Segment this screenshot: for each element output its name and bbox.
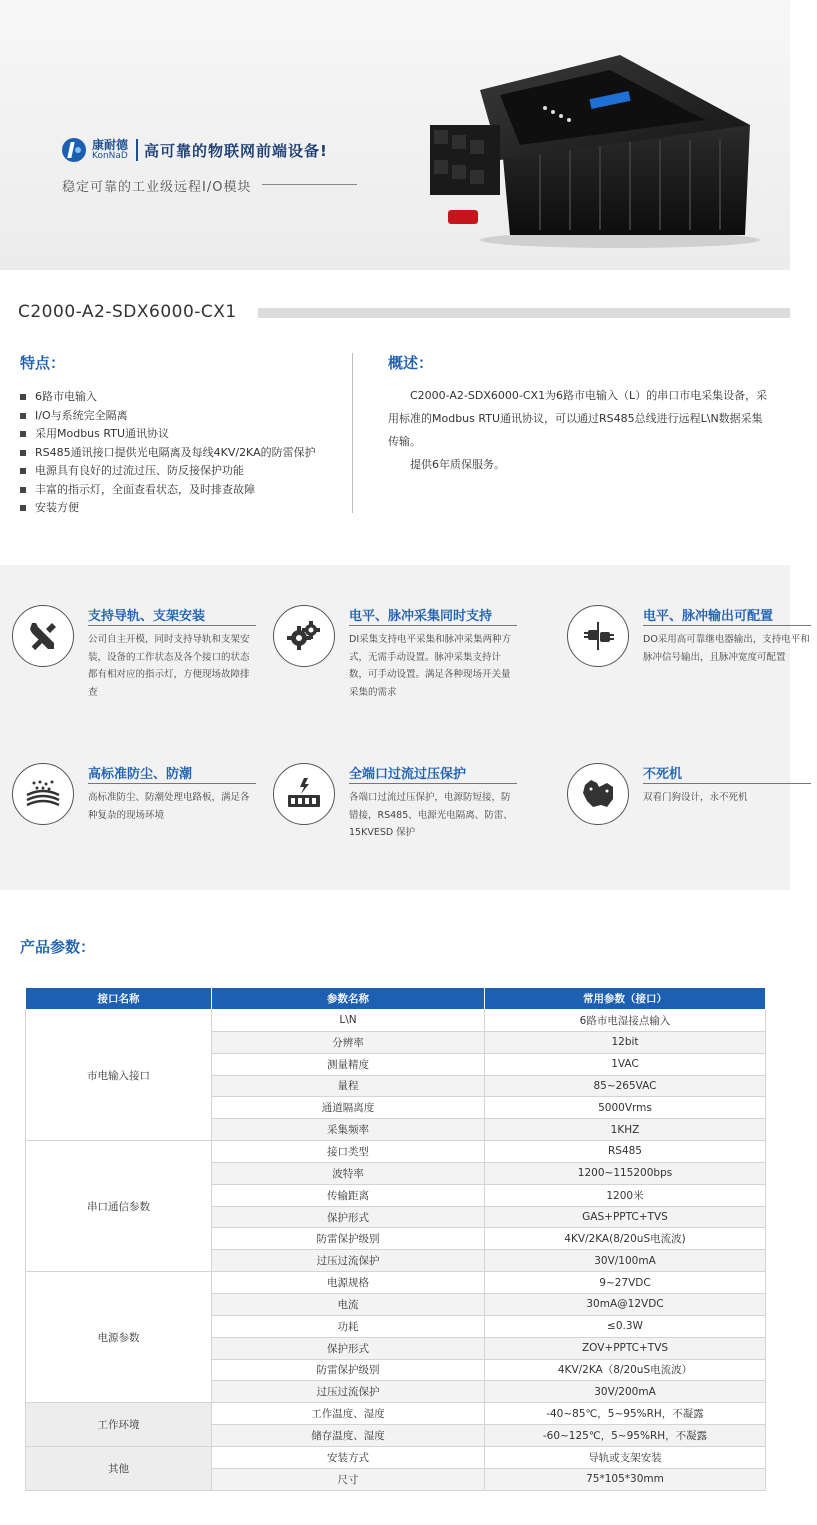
card-title: 不死机	[643, 767, 683, 782]
feature-item: 采用Modbus RTU通讯协议	[20, 425, 316, 444]
param-name-cell: 防雷保护级别	[212, 1228, 485, 1250]
features-title: 特点：	[20, 354, 66, 372]
logo-en: KonNaD	[92, 150, 128, 161]
param-value-cell: 6路市电湿接点输入	[485, 1010, 766, 1032]
param-name-cell: 电流	[212, 1293, 485, 1315]
card-title: 电平、脉冲输出可配置	[643, 609, 774, 624]
param-value-cell: 1200米	[485, 1184, 766, 1206]
model-bar	[258, 308, 790, 318]
slogan: 高可靠的物联网前端设备!	[144, 141, 328, 160]
card-line	[643, 625, 811, 626]
param-value-cell: RS485	[485, 1141, 766, 1163]
feature-item: RS485通讯接口提供光电隔离及每线4KV/2KA的防雷保护	[20, 444, 316, 463]
param-name-cell: 防雷保护级别	[212, 1359, 485, 1381]
param-name-cell: 功耗	[212, 1315, 485, 1337]
param-name-cell: 传输距离	[212, 1184, 485, 1206]
card-desc: 公司自主开模，同时支持导轨和支架安装，设备的工作状态及各个接口的状态都有相对应的指示灯，方便现场故障排查	[88, 634, 250, 698]
param-value-cell: -40~85℃，5~95%RH，不凝露	[485, 1403, 766, 1425]
param-value-cell: 30V/200mA	[485, 1381, 766, 1403]
table-header-row	[26, 988, 766, 1010]
card-title: 电平、脉冲采集同时支持	[349, 609, 493, 624]
overview-paragraph: C2000-A2-SDX6000-CX1为6路市电输入（L）的串口市电采集设备，采用标准的Modbus RTU通讯协议，可以通过RS485总线进行远程L\N数据采集传输。	[388, 389, 768, 448]
table-row	[26, 1141, 766, 1163]
table-row	[26, 1403, 766, 1425]
param-value-cell: 5000Vrms	[485, 1097, 766, 1119]
feature-item: 电源具有良好的过流过压、防反接保护功能	[20, 462, 316, 481]
param-value-cell: 85~265VAC	[485, 1075, 766, 1097]
surge-protection-icon	[273, 763, 335, 825]
feature-item: 6路市电输入	[20, 388, 316, 407]
group-name-cell: 串口通信参数	[26, 1141, 212, 1272]
param-value-cell: GAS+PPTC+TVS	[485, 1206, 766, 1228]
param-name-cell: 电源规格	[212, 1272, 485, 1294]
param-value-cell: 1200~115200bps	[485, 1162, 766, 1184]
param-value-cell: 30mA@12VDC	[485, 1293, 766, 1315]
group-name-cell: 电源参数	[26, 1272, 212, 1403]
table-row	[26, 1272, 766, 1294]
param-name-cell: 保护形式	[212, 1206, 485, 1228]
param-value-cell: -60~125℃，5~95%RH，不凝露	[485, 1425, 766, 1447]
card-desc: 高标准防尘、防潮处理电路板，满足各种复杂的现场环境	[88, 792, 250, 821]
card-title: 支持导轨、支架安装	[88, 609, 206, 624]
param-name-cell: L\N	[212, 1010, 485, 1032]
param-value-cell: 9~27VDC	[485, 1272, 766, 1294]
feature-item: 安装方便	[20, 499, 316, 518]
param-name-cell: 储存温度、湿度	[212, 1425, 485, 1447]
card-desc: DO采用高可靠继电器输出，支持电平和脉冲信号输出，且脉冲宽度可配置	[643, 634, 810, 663]
card-desc: DI采集支持电平采集和脉冲采集两种方式，无需手动设置。脉冲采集支持计数，可手动设置。满足各种现场开关量采集的需求	[349, 634, 512, 698]
brand-divider	[136, 139, 138, 161]
param-name-cell: 过压过流保护	[212, 1250, 485, 1272]
table-body	[26, 1010, 766, 1491]
param-name-cell: 波特率	[212, 1162, 485, 1184]
table-header: 常用参数（接口）	[485, 988, 766, 1010]
overview-paragraph: 提供6年质保服务。	[410, 458, 505, 471]
card-title: 全端口过流过压保护	[349, 767, 467, 782]
overview-text	[388, 384, 773, 476]
param-value-cell: 30V/100mA	[485, 1250, 766, 1272]
plug-icon	[567, 605, 629, 667]
gears-icon	[273, 605, 335, 667]
logo-cn: 康耐德	[92, 137, 129, 152]
table-header: 接口名称	[26, 988, 212, 1010]
brand	[62, 138, 328, 162]
params-title: 产品参数：	[20, 938, 96, 956]
param-name-cell: 过压过流保护	[212, 1381, 485, 1403]
card-desc: 双看门狗设计，永不死机	[643, 792, 748, 803]
table-row	[26, 1010, 766, 1032]
card-line	[349, 783, 517, 784]
param-name-cell: 尺寸	[212, 1468, 485, 1490]
card-line	[349, 625, 517, 626]
wrench-screwdriver-icon	[12, 605, 74, 667]
model-number: C2000-A2-SDX6000-CX1	[18, 302, 237, 322]
features-list	[20, 388, 316, 518]
param-value-cell: 4KV/2KA(8/20uS电流波)	[485, 1228, 766, 1250]
card-title: 高标准防尘、防潮	[88, 767, 193, 782]
card-line	[88, 783, 256, 784]
subslogan-line	[262, 184, 357, 185]
param-name-cell: 分辨率	[212, 1031, 485, 1053]
feature-band	[0, 565, 810, 890]
param-value-cell: ZOV+PPTC+TVS	[485, 1337, 766, 1359]
group-name-cell: 其他	[26, 1446, 212, 1490]
param-name-cell: 量程	[212, 1075, 485, 1097]
param-value-cell: 12bit	[485, 1031, 766, 1053]
card-line	[88, 625, 256, 626]
dust-humidity-icon	[12, 763, 74, 825]
param-name-cell: 通道隔离度	[212, 1097, 485, 1119]
param-value-cell: 4KV/2KA（8/20uS电流波）	[485, 1359, 766, 1381]
param-value-cell: 75*105*30mm	[485, 1468, 766, 1490]
params-table	[25, 987, 766, 1491]
logo-icon	[62, 138, 86, 162]
table-header: 参数名称	[212, 988, 485, 1010]
param-value-cell: 1VAC	[485, 1053, 766, 1075]
section-divider	[352, 353, 353, 513]
subslogan: 稳定可靠的工业级远程I/O模块	[62, 180, 252, 195]
feature-item: I/O与系统完全隔离	[20, 407, 316, 426]
param-name-cell: 安装方式	[212, 1446, 485, 1468]
watchdog-icon	[567, 763, 629, 825]
param-value-cell: 1KHZ	[485, 1119, 766, 1141]
group-name-cell: 市电输入接口	[26, 1010, 212, 1141]
group-name-cell: 工作环境	[26, 1403, 212, 1447]
param-name-cell: 接口类型	[212, 1141, 485, 1163]
device-image	[420, 50, 765, 250]
card-desc: 各端口过流过压保护，电源防短接，防错接，RS485、电源光电隔离、防雷、15KVESD 保护	[349, 792, 513, 838]
param-name-cell: 保护形式	[212, 1337, 485, 1359]
param-name-cell: 测量精度	[212, 1053, 485, 1075]
param-value-cell: ≤0.3W	[485, 1315, 766, 1337]
feature-item: 丰富的指示灯，全面查看状态，及时排查故障	[20, 481, 316, 500]
card-line	[643, 783, 811, 784]
hero-banner	[0, 0, 790, 270]
overview-title: 概述：	[388, 354, 434, 372]
param-name-cell: 工作温度、湿度	[212, 1403, 485, 1425]
table-row	[26, 1446, 766, 1468]
logo-text	[92, 139, 128, 161]
param-name-cell: 采集频率	[212, 1119, 485, 1141]
param-value-cell: 导轨或支架安装	[485, 1446, 766, 1468]
